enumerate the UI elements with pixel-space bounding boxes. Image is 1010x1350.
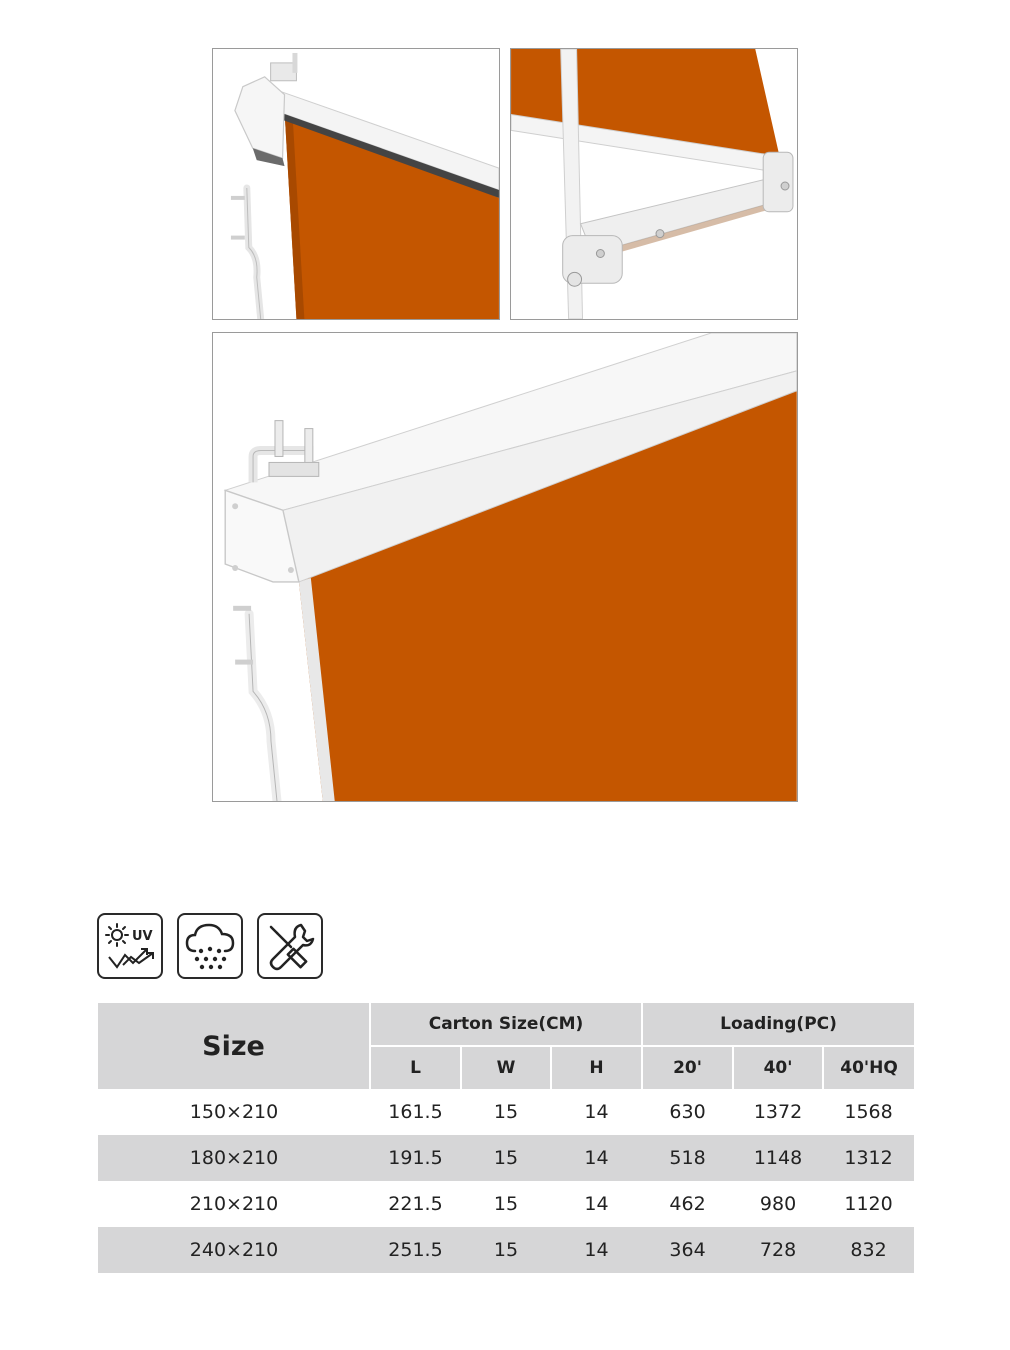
- cell-size: 180×210: [98, 1135, 370, 1181]
- table-row: [98, 1089, 914, 1135]
- column-header-w: W: [461, 1046, 551, 1089]
- cell-40hq: 1312: [823, 1135, 914, 1181]
- sun-uv-icon: [101, 917, 159, 975]
- cell-40hq: 1568: [844, 1101, 893, 1123]
- cell-w: 15: [461, 1135, 551, 1181]
- cell-h: 14: [584, 1193, 609, 1215]
- rain-cloud-icon: [181, 917, 239, 975]
- bracket-plate: [269, 462, 319, 476]
- cell-h: 14: [584, 1101, 609, 1123]
- feature-icons: [97, 913, 323, 979]
- cell-size: 240×210: [98, 1227, 370, 1273]
- crank-pole: [249, 614, 277, 801]
- rail-joint: [763, 152, 793, 212]
- cell-20ft: 364: [642, 1227, 733, 1273]
- cap-screw: [232, 565, 238, 571]
- joint-bolt: [568, 272, 582, 286]
- carton-size-header: Carton Size(CM): [370, 1003, 642, 1046]
- waterproof-badge: [177, 913, 243, 979]
- column-header-40ft: 40': [733, 1046, 823, 1089]
- pole-clip: [233, 606, 251, 611]
- arm-joint-illustration: [511, 49, 797, 319]
- cell-w: 15: [493, 1101, 519, 1123]
- cassette-mount-illustration: [213, 333, 797, 801]
- table-row: [98, 1135, 914, 1181]
- column-header-20ft: 20': [642, 1046, 733, 1089]
- cell-w: 15: [493, 1193, 519, 1215]
- pole-clip: [231, 236, 245, 240]
- header-row-groups: [98, 1003, 914, 1046]
- cell-40ft: 1148: [733, 1135, 823, 1181]
- cell-size: 150×210: [189, 1101, 279, 1123]
- bracket-bolt: [305, 429, 313, 465]
- cell-40hq: 1120: [844, 1193, 893, 1215]
- cap-screw: [232, 503, 238, 509]
- cell-20ft: 518: [642, 1135, 733, 1181]
- pole-clip: [235, 660, 253, 665]
- bracket-bolt: [275, 421, 283, 457]
- cell-h: 14: [551, 1227, 642, 1273]
- cell-w: 15: [461, 1227, 551, 1273]
- cell-20ft: 630: [669, 1101, 706, 1123]
- joint-bolt: [596, 250, 604, 258]
- table-row: [98, 1181, 914, 1227]
- cell-l: 161.5: [388, 1101, 443, 1123]
- joint-bolt: [781, 182, 789, 190]
- column-header-l: L: [370, 1046, 461, 1089]
- cell-40ft: 980: [759, 1193, 797, 1215]
- cell-40ft: 1372: [753, 1101, 803, 1123]
- cell-l: 251.5: [370, 1227, 461, 1273]
- cassette-side-illustration: [213, 49, 499, 319]
- tools-icon: [261, 917, 319, 975]
- pole-clip: [231, 196, 245, 200]
- cell-l: 221.5: [388, 1193, 443, 1215]
- cell-l: 191.5: [370, 1135, 461, 1181]
- cell-20ft: 462: [669, 1193, 706, 1215]
- column-header-h: H: [551, 1046, 642, 1089]
- joint-bolt: [656, 230, 664, 238]
- size-header: Size: [98, 1003, 370, 1089]
- image-cassette-mount: [212, 332, 798, 802]
- easy-install-badge: [257, 913, 323, 979]
- image-arm-joint: [510, 48, 798, 320]
- cell-40hq: 832: [823, 1227, 914, 1273]
- bracket-bolt: [292, 53, 297, 73]
- svg-text:UV: UV: [132, 929, 153, 944]
- cell-size: 210×210: [189, 1193, 279, 1215]
- cell-h: 14: [551, 1135, 642, 1181]
- uv-resistant-badge: [97, 913, 163, 979]
- cap-screw: [288, 567, 294, 573]
- cell-40ft: 728: [733, 1227, 823, 1273]
- loading-header: Loading(PC): [642, 1003, 914, 1046]
- end-cap: [235, 77, 285, 158]
- column-header-40hq: 40'HQ: [823, 1046, 914, 1089]
- table-row: [98, 1227, 914, 1273]
- specification-table: [98, 1003, 914, 1273]
- image-cassette-side: [212, 48, 500, 320]
